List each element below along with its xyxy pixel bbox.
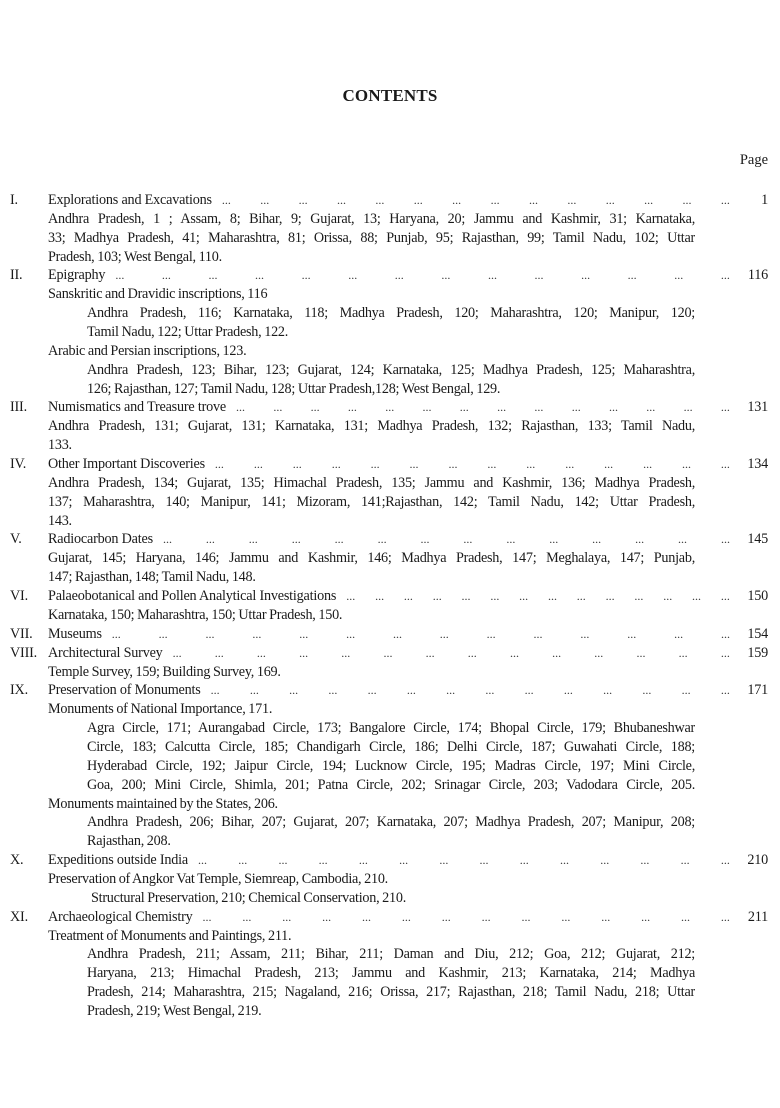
leader-dots: ... [604,457,614,472]
section-numeral: VIII. [10,644,37,661]
leader-dots: ... [608,400,618,415]
leader-dots: ... [409,457,419,472]
toc-entry [10,908,768,927]
dot-leader [222,191,744,210]
leader-dots: ... [115,268,125,283]
section-title: Architectural Survey [48,644,163,661]
leader-dots: ... [601,909,611,924]
leader-dots: ... [534,268,544,283]
section-page-number: 116 [747,267,768,284]
leader-dots: ... [202,909,212,924]
leader-dots: ... [249,683,259,698]
leader-dots: ... [111,626,121,641]
leader-dots: ... [644,193,654,207]
dot-leader [236,398,744,417]
subentry-line: Treatment of Monuments and Paintings, 211. [48,927,292,944]
leader-dots: ... [627,268,637,283]
toc-entry [10,644,768,663]
leader-dots: ... [375,589,385,604]
leader-dots: ... [561,909,571,924]
leader-dots: ... [571,400,581,415]
leader-dots: ... [162,532,172,547]
section-title: Preservation of Monuments [48,682,201,699]
leader-dots: ... [642,683,652,698]
leader-dots: ... [559,853,569,868]
subentry-line: Haryana, 213; Himachal Pradesh, 213; Jammu and Kashmir, 213; Karnataka, 214; Madhya [87,965,695,982]
toc-entry [10,851,768,870]
leader-dots: ... [370,457,380,472]
toc-entry [10,191,768,210]
leader-dots: ... [720,589,730,604]
leader-dots: ... [547,589,557,604]
leader-dots: ... [448,457,458,472]
subentry-line: Circle, 183; Calcutta Circle, 185; Chandigarh Circle, 186; Delhi Circle, 187; Guwahati Circle, 188; [87,738,695,755]
leader-dots: ... [205,626,215,641]
subentry-line: Tamil Nadu, 122; Uttar Pradesh, 122. [87,324,289,341]
leader-dots: ... [322,909,332,924]
leader-dots: ... [358,853,368,868]
subentry-line: 143. [48,512,72,529]
subentry-line: 133. [48,437,72,454]
subentry-line: Andhra Pradesh, 206; Bihar, 207; Gujarat, 207; Karnataka, 207; Madhya Pradesh, 207; Manipur, 208; [87,814,695,831]
subentry-line: Agra Circle, 171; Aurangabad Circle, 173; Bangalore Circle, 174; Bhopal Circle, 179; Bhubaneshwar [87,720,695,737]
section-numeral: X. [10,852,24,869]
section-numeral: XI. [10,908,28,925]
leader-dots: ... [481,909,491,924]
leader-dots: ... [341,645,351,660]
leader-dots: ... [663,589,673,604]
section-title: Palaeobotanical and Pollen Analytical Investigations [48,588,337,605]
leader-dots: ... [346,626,356,641]
leader-dots: ... [425,645,435,660]
leader-dots: ... [720,400,730,415]
leader-dots: ... [278,853,288,868]
leader-dots: ... [678,645,688,660]
subentry-line: Andhra Pradesh, 116; Karnataka, 118; Madhya Pradesh, 120; Maharashtra, 120; Manipur, 120; [87,305,695,322]
subentry-line: Arabic and Persian inscriptions, 123. [48,342,247,359]
leader-dots: ... [521,909,531,924]
leader-dots: ... [581,268,591,283]
leader-dots: ... [346,589,356,604]
section-title: Explorations and Excavations [48,192,212,208]
leader-dots: ... [683,400,693,415]
leader-dots: ... [720,457,730,472]
toc-entry [10,681,768,700]
leader-dots: ... [328,683,338,698]
subentry-line: Andhra Pradesh, 123; Bihar, 123; Gujarat, 124; Karnataka, 125; Madhya Pradesh, 125; Maharashtra, [87,361,695,378]
leader-dots: ... [519,853,529,868]
leader-dots: ... [299,645,309,660]
leader-dots: ... [490,589,500,604]
leader-dots: ... [720,532,730,547]
dot-leader [163,530,744,549]
leader-dots: ... [337,193,346,207]
leader-dots: ... [552,645,562,660]
toc-entry [10,455,768,474]
leader-dots: ... [720,626,730,641]
leader-dots: ... [674,268,684,283]
section-numeral: III. [10,399,27,416]
leader-dots: ... [248,532,258,547]
leader-dots: ... [331,457,341,472]
leader-dots: ... [394,268,404,283]
section-page-number: 131 [747,399,768,416]
leader-dots: ... [255,268,265,283]
leader-dots: ... [678,532,688,547]
leader-dots: ... [441,268,451,283]
leader-dots: ... [720,193,730,207]
section-page-number: 210 [747,852,768,869]
subentry-line: Andhra Pradesh, 1 ; Assam, 8; Bihar, 9; Gujarat, 13; Haryana, 20; Jammu and Kashmir, 31; Karnataka, [48,210,695,227]
subentry-line: Pradesh, 219; West Bengal, 219. [87,1002,262,1019]
leader-dots: ... [452,193,462,207]
leader-dots: ... [720,683,730,698]
leader-dots: ... [205,532,215,547]
subentry-line: Hyderabad Circle, 192; Jaipur Circle, 194; Lucknow Circle, 195; Madras Circle, 197; Mini Circle, [87,757,695,774]
subentry-line: Pradesh, 214; Maharashtra, 215; Nagaland, 216; Orissa, 217; Rajasthan, 218; Tamil Nadu, 218; Uttar [87,984,695,1001]
section-page-number: 171 [747,682,768,699]
leader-dots: ... [242,909,252,924]
subentry-line: 33; Madhya Pradesh, 41; Maharashtra, 81; Orissa, 88; Punjab, 95; Rajasthan, 99; Tamil Nadu, 102; Uttar [48,229,695,246]
leader-dots: ... [158,626,168,641]
leader-dots: ... [467,645,477,660]
leader-dots: ... [681,909,691,924]
section-page-number: 159 [747,644,768,661]
leader-dots: ... [519,589,529,604]
page-column-header: Page [739,152,768,168]
toc-entry [10,266,768,285]
toc-entry [10,398,768,417]
leader-dots: ... [600,853,610,868]
section-title: Museums [48,625,102,642]
leader-dots: ... [273,400,283,415]
subentry-line: Structural Preservation, 210; Chemical Conservation, 210. [91,889,407,906]
leader-dots: ... [681,683,691,698]
dot-leader [203,908,744,927]
leader-dots: ... [720,909,730,924]
leader-dots: ... [406,683,416,698]
leader-dots: ... [459,400,469,415]
leader-dots: ... [461,589,471,604]
leader-dots: ... [526,457,536,472]
leader-dots: ... [299,626,309,641]
leader-dots: ... [534,400,544,415]
leader-dots: ... [640,853,650,868]
leader-dots: ... [292,457,302,472]
section-numeral: IX. [10,682,28,699]
section-title: Numismatics and Treasure trove [48,399,227,416]
leader-dots: ... [576,589,586,604]
leader-dots: ... [403,589,413,604]
section-page-number: 150 [747,588,768,605]
section-title: Radiocarbon Dates [48,531,153,548]
leader-dots: ... [282,909,292,924]
leader-dots: ... [641,909,651,924]
leader-dots: ... [289,683,299,698]
leader-dots: ... [720,645,730,660]
leader-dots: ... [439,853,449,868]
leader-dots: ... [720,268,730,283]
subentry-line: 137; Maharashtra, 140; Manipur, 141; Mizoram, 141;Rajasthan, 142; Tamil Nadu, 142; Uttar Pradesh, [48,493,695,510]
leader-dots: ... [399,853,409,868]
leader-dots: ... [567,193,577,207]
leader-dots: ... [592,532,602,547]
section-page-number: 154 [747,625,768,642]
leader-dots: ... [634,589,644,604]
section-numeral: VI. [10,588,28,605]
leader-dots: ... [486,626,496,641]
leader-dots: ... [238,853,248,868]
leader-dots: ... [563,683,573,698]
leader-dots: ... [420,532,430,547]
leader-dots: ... [487,457,497,472]
section-title: Epigraphy [48,267,106,284]
section-numeral: V. [10,531,22,548]
leader-dots: ... [256,645,266,660]
dot-leader [112,625,744,644]
section-numeral: II. [10,267,23,284]
leader-dots: ... [422,400,432,415]
leader-dots: ... [603,683,613,698]
leader-dots: ... [605,589,615,604]
toc-entry [10,587,768,606]
toc-entry [10,625,768,644]
leader-dots: ... [348,268,358,283]
leader-dots: ... [383,645,393,660]
section-page-number: 145 [747,531,768,548]
page-title: CONTENTS [342,86,438,105]
leader-dots: ... [528,193,538,207]
leader-dots: ... [318,853,328,868]
section-page-number: 211 [747,908,768,925]
leader-dots: ... [375,193,385,207]
leader-dots: ... [252,626,262,641]
leader-dots: ... [487,268,497,283]
subentry-line: Pradesh, 103; West Bengal, 110. [48,248,222,265]
dot-leader [211,681,744,700]
section-page-number: 134 [747,456,768,473]
leader-dots: ... [565,457,575,472]
leader-dots: ... [533,626,543,641]
leader-dots: ... [347,400,357,415]
leader-dots: ... [646,400,656,415]
leader-dots: ... [509,645,519,660]
leader-dots: ... [298,193,308,207]
section-title: Archaeological Chemistry [48,908,193,925]
leader-dots: ... [172,645,182,660]
leader-dots: ... [210,683,220,698]
leader-dots: ... [310,400,320,415]
leader-dots: ... [674,626,684,641]
leader-dots: ... [334,532,344,547]
dot-leader [115,266,744,285]
leader-dots: ... [301,268,311,283]
leader-dots: ... [161,268,171,283]
leader-dots: ... [549,532,559,547]
leader-dots: ... [221,193,231,207]
subentry-line: Temple Survey, 159; Building Survey, 169. [48,663,281,680]
section-page-number: 1 [761,192,768,208]
dot-leader [346,587,744,606]
leader-dots: ... [594,645,604,660]
leader-dots: ... [260,193,270,207]
section-numeral: IV. [10,456,27,473]
leader-dots: ... [439,626,449,641]
subentry-line: Gujarat, 145; Haryana, 146; Jammu and Kashmir, 146; Madhya Pradesh, 147; Meghalaya, 147; Punjab, [48,550,695,567]
subentry-line: Monuments maintained by the States, 206. [48,795,278,812]
dot-leader [173,644,744,663]
leader-dots: ... [682,193,692,207]
leader-dots: ... [385,400,395,415]
leader-dots: ... [446,683,456,698]
section-title: Expeditions outside India [48,852,189,869]
leader-dots: ... [490,193,500,207]
leader-dots: ... [236,400,246,415]
leader-dots: ... [253,457,263,472]
leader-dots: ... [635,532,645,547]
leader-dots: ... [506,532,516,547]
subentry-line: Monuments of National Importance, 171. [48,701,273,718]
leader-dots: ... [497,400,507,415]
leader-dots: ... [524,683,534,698]
leader-dots: ... [367,683,377,698]
leader-dots: ... [291,532,301,547]
leader-dots: ... [432,589,442,604]
toc-entry [10,530,768,549]
subentry-line: Rajasthan, 208. [87,833,171,850]
leader-dots: ... [643,457,653,472]
leader-dots: ... [692,589,702,604]
leader-dots: ... [580,626,590,641]
section-title: Other Important Discoveries [48,456,205,473]
leader-dots: ... [377,532,387,547]
leader-dots: ... [605,193,615,207]
leader-dots: ... [681,457,691,472]
leader-dots: ... [214,645,224,660]
section-numeral: VII. [10,625,33,642]
leader-dots: ... [627,626,637,641]
leader-dots: ... [392,626,402,641]
leader-dots: ... [485,683,495,698]
leader-dots: ... [479,853,489,868]
leader-dots: ... [214,457,224,472]
subentry-line: Sanskritic and Dravidic inscriptions, 116 [48,286,268,303]
leader-dots: ... [441,909,451,924]
leader-dots: ... [720,853,730,868]
subentry-line: 126; Rajasthan, 127; Tamil Nadu, 128; Uttar Pradesh,128; West Bengal, 129. [87,380,501,397]
subentry-line: Karnataka, 150; Maharashtra, 150; Uttar Pradesh, 150. [48,606,343,623]
subentry-line: Preservation of Angkor Vat Temple, Siemreap, Cambodia, 210. [48,870,388,887]
leader-dots: ... [198,853,208,868]
leader-dots: ... [463,532,473,547]
subentry-line: Andhra Pradesh, 211; Assam, 211; Bihar, 211; Daman and Diu, 212; Goa, 212; Gujarat, 212; [87,946,695,963]
leader-dots: ... [636,645,646,660]
subentry-line: Goa, 200; Mini Circle, Shimla, 201; Patna Circle, 202; Srinagar Circle, 203; Vadodara Circle, 205. [87,776,695,793]
leader-dots: ... [401,909,411,924]
dot-leader [215,455,744,474]
section-numeral: I. [10,192,18,208]
dot-leader [198,851,744,870]
subentry-line: Andhra Pradesh, 131; Gujarat, 131; Karnataka, 131; Madhya Pradesh, 132; Rajasthan, 133; Tamil Nadu, [48,418,695,435]
leader-dots: ... [208,268,218,283]
subentry-line: 147; Rajasthan, 148; Tamil Nadu, 148. [48,569,256,586]
leader-dots: ... [680,853,690,868]
leader-dots: ... [413,193,423,207]
subentry-line: Andhra Pradesh, 134; Gujarat, 135; Himachal Pradesh, 135; Jammu and Kashmir, 136; Madhya Pradesh, [48,474,695,491]
leader-dots: ... [362,909,372,924]
